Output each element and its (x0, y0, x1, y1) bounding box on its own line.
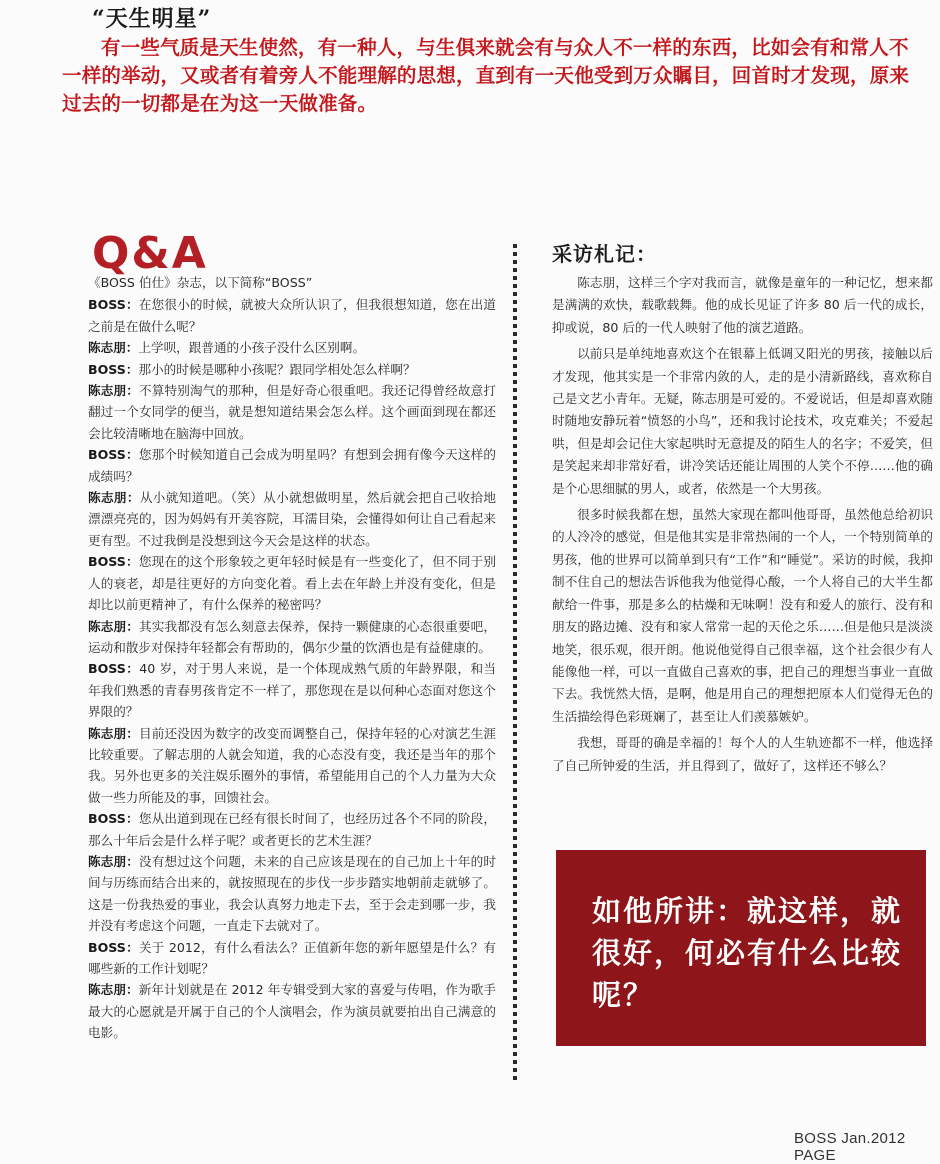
pull-quote-box (556, 850, 926, 1046)
notes-paragraph: 陈志朋，这样三个字对我而言，就像是童年的一种记忆，想来都是满满的欢快，载歌载舞。他的成长见证了许多 80 后一代的成长，抑或说，80 后的一代人映射了他的演艺道路。 (552, 275, 933, 335)
qa-text: 在您很小的时候，就被大众所认识了，但我很想知道，您在出道之前是在做什么呢？ (88, 297, 496, 334)
speaker-label: BOSS： (88, 297, 139, 313)
column-divider (513, 244, 517, 1080)
speaker-label: BOSS： (88, 811, 139, 827)
interview-notes-title: 采访札记： (552, 242, 657, 266)
section-heading: “天生明星” (92, 6, 212, 32)
qa-text: 从小就知道吧。（笑）从小就想做明星，然后就会把自己收拾地漂漂亮亮的，因为妈妈有开美容院，耳濡目染，会懂得如何让自己看起来更有型。不过我倒是没想到这今天会是这样的状态。 (88, 490, 497, 548)
notes-paragraph: 以前只是单纯地喜欢这个在银幕上低调又阳光的男孩，接触以后才发现，他其实是一个非常内敛的人，走的是小清新路线，喜欢称自己是文艺小青年。无疑，陈志朋是可爱的。不爱说话，但是却喜欢随时随地安静玩着“愤怒的小鸟”，还和我讨论技术，攻克难关；不爱起哄，但是却会记住大家起哄时无意提及的陌生人的名字；不爱笑，但是笑起来却非常好看，讲冷笑话还能让周围的人笑个不停……他的确是个心思细腻的男人，或者，依然是一个大男孩。 (552, 346, 933, 496)
notes-paragraph: 我想，哥哥的确是幸福的！每个人的人生轨迹都不一样，他选择了自己所钟爱的生活，并且得到了，做好了，这样还不够么？ (552, 735, 933, 773)
qa-text: 您从出道到现在已经有很长时间了，也经历过各个不同的阶段，那么十年后会是什么样子呢？或者更长的艺术生涯？ (88, 811, 496, 848)
qa-text: 您现在的这个形象较之更年轻时候是有一些变化了，但不同于别人的衰老，却是往更好的方向变化着。看上去在年龄上并没有变化，但是却比以前更精神了，有什么保养的秘密吗？ (88, 554, 496, 613)
qa-text: 目前还没因为数字的改变而调整自己，保持年轻的心对演艺生涯比较重要。了解志朋的人就会知道，我的心态没有变，我还是当年的那个我。另外也更多的关注娱乐圈外的事情，希望能用自己的个人力量为大众做一些力所能及的事，回馈社会。 (88, 725, 497, 805)
qa-entry (88, 337, 496, 358)
qa-entry (88, 616, 496, 659)
qa-text: 不算特别淘气的那种，但是好奇心很重吧。我还记得曾经故意打翻过一个女同学的便当，就是想知道结果会怎么样。这个画面到现在都还会比较清晰地在脑海中回放。 (88, 383, 497, 441)
qa-entry (88, 487, 496, 551)
qa-entry (88, 359, 496, 380)
speaker-label: 陈志朋： (88, 853, 140, 869)
speaker-label: 陈志朋： (88, 490, 140, 506)
speaker-label: 陈志朋： (88, 340, 139, 356)
speaker-label: 陈志朋： (88, 383, 140, 399)
speaker-label: 陈志朋： (88, 725, 140, 741)
speaker-label: BOSS： (88, 447, 139, 463)
qa-text: 40 岁，对于男人来说，是一个体现成熟气质的年龄界限，和当年我们熟悉的青春男孩肯定不一样了，那您现在是以何种心态面对您这个界限的？ (88, 661, 496, 720)
page-footer: BOSS Jan.2012 PAGE (794, 1130, 906, 1164)
qa-column (88, 272, 496, 1044)
pull-quote-text: 如他所讲：就这样，就很好，何必有什么比较呢？ (592, 894, 903, 1012)
qa-text: 那小的时候是哪种小孩呢？跟同学相处怎么样啊？ (138, 361, 416, 377)
qa-text: 关于 2012，有什么看法么？正值新年您的新年愿望是什么？有哪些新的工作计划呢？ (88, 939, 496, 976)
qa-text: 上学呗，跟普通的小孩子没什么区别啊。 (138, 340, 366, 356)
qa-entry (88, 444, 496, 487)
qa-entry (88, 979, 496, 1043)
speaker-label: 陈志朋： (88, 618, 140, 634)
qa-entry (88, 658, 496, 722)
qa-text: 其实我都没有怎么刻意去保养，保持一颗健康的心态很重要吧，运动和散步对保持年轻都会有帮助的，偶尔少量的饮酒也是有益健康的。 (88, 618, 497, 655)
qa-entry (88, 294, 496, 337)
qa-entry (88, 937, 496, 980)
qa-entry (88, 851, 496, 937)
speaker-label: BOSS： (88, 661, 140, 677)
qa-entries (88, 294, 496, 1043)
qa-entry (88, 380, 496, 444)
qa-entry (88, 551, 496, 615)
speaker-label: BOSS： (88, 939, 139, 955)
speaker-label: BOSS： (88, 554, 139, 570)
qa-text: 您那个时候知道自己会成为明星吗？有想到会拥有像今天这样的成绩吗？ (88, 447, 496, 484)
interview-notes-column (552, 272, 933, 781)
qa-logo: Q&A (92, 228, 208, 279)
speaker-label: 陈志朋： (88, 982, 139, 998)
intro-paragraph (62, 34, 910, 118)
qa-text: 新年计划就是在 2012 年专辑受到大家的喜爱与传唱，作为歌手最大的心愿就是开属于自己的个人演唱会，作为演员就要拍出自己满意的电影。 (88, 982, 497, 1041)
qa-subtitle: 《BOSS 伯仕》杂志，以下简称“BOSS” (88, 275, 313, 290)
speaker-label: BOSS： (88, 361, 139, 377)
qa-text: 没有想过这个问题，未来的自己应该是现在的自己加上十年的时间与历练而结合出来的，就按照现在的步伐一步步踏实地朝前走就够了。这是一份我热爱的事业，我会认真努力地走下去，至于会走到哪一步，我并没有考虑这个问题，一直走下去就对了。 (88, 853, 497, 934)
qa-entry (88, 808, 496, 851)
qa-entry (88, 723, 496, 809)
intro-text: 有一些气质是天生使然，有一种人，与生俱来就会有与众人不一样的东西，比如会有和常人不一样的举动，又或者有着旁人不能理解的思想，直到有一天他受到万众瞩目，回首时才发现，原来过去的一切都是在为这一天做准备。 (62, 36, 910, 115)
notes-paragraph: 很多时候我都在想，虽然大家现在都叫他哥哥，虽然他总给初识的人冷冷的感觉，但是他其实是非常热闹的一个人，一个特别简单的男孩，他的世界可以简单到只有“工作”和“睡觉”。采访的时候，我抑制不住自己的想法告诉他我为他觉得心酸，一个人将自己的大半生都献给一件事，那是多么的枯燥和无味啊！没有和爱人的旅行、没有和朋友的路边摊、没有和家人常常一起的天伦之乐……但是他只是淡淡地笑，很乐观，很开朗。他说他觉得自己很幸福，这个社会很少有人能像他一样，可以一直做自己喜欢的事，把自己的理想当事业一直做下去。我恍然大悟，是啊，他是用自己的理想把原本人们觉得无色的生活描绘得色彩斑斓了，甚至让人们羡慕嫉妒。 (552, 507, 933, 724)
